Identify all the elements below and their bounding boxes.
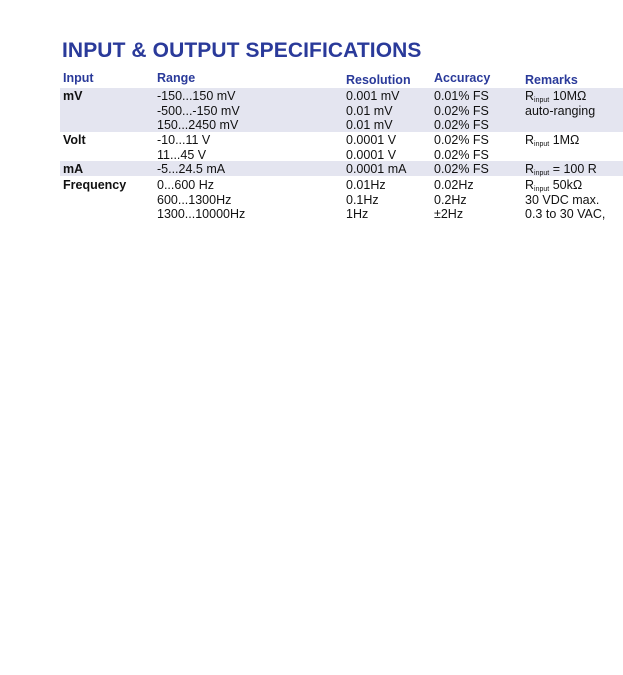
- cell-range: 0...600 Hz: [157, 178, 214, 192]
- cell-resolution: 1Hz: [346, 207, 369, 221]
- cell-input: Frequency: [63, 178, 127, 192]
- cell-resolution: 0.0001 V: [346, 133, 397, 147]
- cell-accuracy: ±2Hz: [434, 207, 464, 221]
- cell-remarks: 30 VDC max.: [525, 193, 600, 207]
- cell-input: mA: [63, 162, 84, 176]
- header-input: Input: [63, 71, 94, 85]
- cell-resolution: 0.01 mV: [346, 118, 393, 132]
- cell-remarks: $R_{input}$ 10MΩ: [525, 89, 587, 104]
- cell-range: 150...2450 mV: [157, 118, 239, 132]
- cell-input: Volt: [63, 133, 86, 147]
- cell-range: -10...11 V: [157, 133, 211, 147]
- cell-range: 1300...10000Hz: [157, 207, 246, 221]
- cell-accuracy: 0.02Hz: [434, 178, 474, 192]
- cell-accuracy: 0.02% FS: [434, 133, 489, 147]
- cell-resolution: 0.0001 V: [346, 148, 397, 162]
- cell-resolution: 0.001 mV: [346, 89, 400, 103]
- cell-range: -150...150 mV: [157, 89, 236, 103]
- cell-accuracy: 0.02% FS: [434, 162, 489, 176]
- cell-range: 11...45 V: [157, 148, 207, 162]
- cell-accuracy: 0.02% FS: [434, 148, 489, 162]
- cell-input: mV: [63, 89, 83, 103]
- cell-remarks: auto-ranging: [525, 104, 596, 118]
- cell-resolution: 0.01Hz: [346, 178, 386, 192]
- header-range: Range: [157, 71, 196, 85]
- cell-range: 600...1300Hz: [157, 193, 232, 207]
- cell-accuracy: 0.02% FS: [434, 118, 489, 132]
- cell-resolution: 0.0001 mA: [346, 162, 407, 176]
- cell-accuracy: 0.2Hz: [434, 193, 467, 207]
- cell-range: -500...-150 mV: [157, 104, 240, 118]
- header-resolution: Resolution: [346, 73, 411, 87]
- cell-resolution: 0.1Hz: [346, 193, 379, 207]
- cell-remarks: $R_{input} = 100$ R: [525, 162, 597, 177]
- cell-remarks: $R_{input}$ 1MΩ: [525, 133, 580, 148]
- cell-remarks: 0.3 to 30 VAC,: [525, 207, 606, 221]
- cell-resolution: 0.01 mV: [346, 104, 393, 118]
- header-accuracy: Accuracy: [434, 71, 491, 85]
- page-title: INPUT & OUTPUT SPECIFICATIONS: [62, 39, 422, 62]
- cell-remarks: $R_{input}$ 50kΩ: [525, 178, 583, 193]
- header-remarks: Remarks: [525, 73, 578, 87]
- cell-range: -5...24.5 mA: [157, 162, 226, 176]
- cell-accuracy: 0.01% FS: [434, 89, 489, 103]
- cell-accuracy: 0.02% FS: [434, 104, 489, 118]
